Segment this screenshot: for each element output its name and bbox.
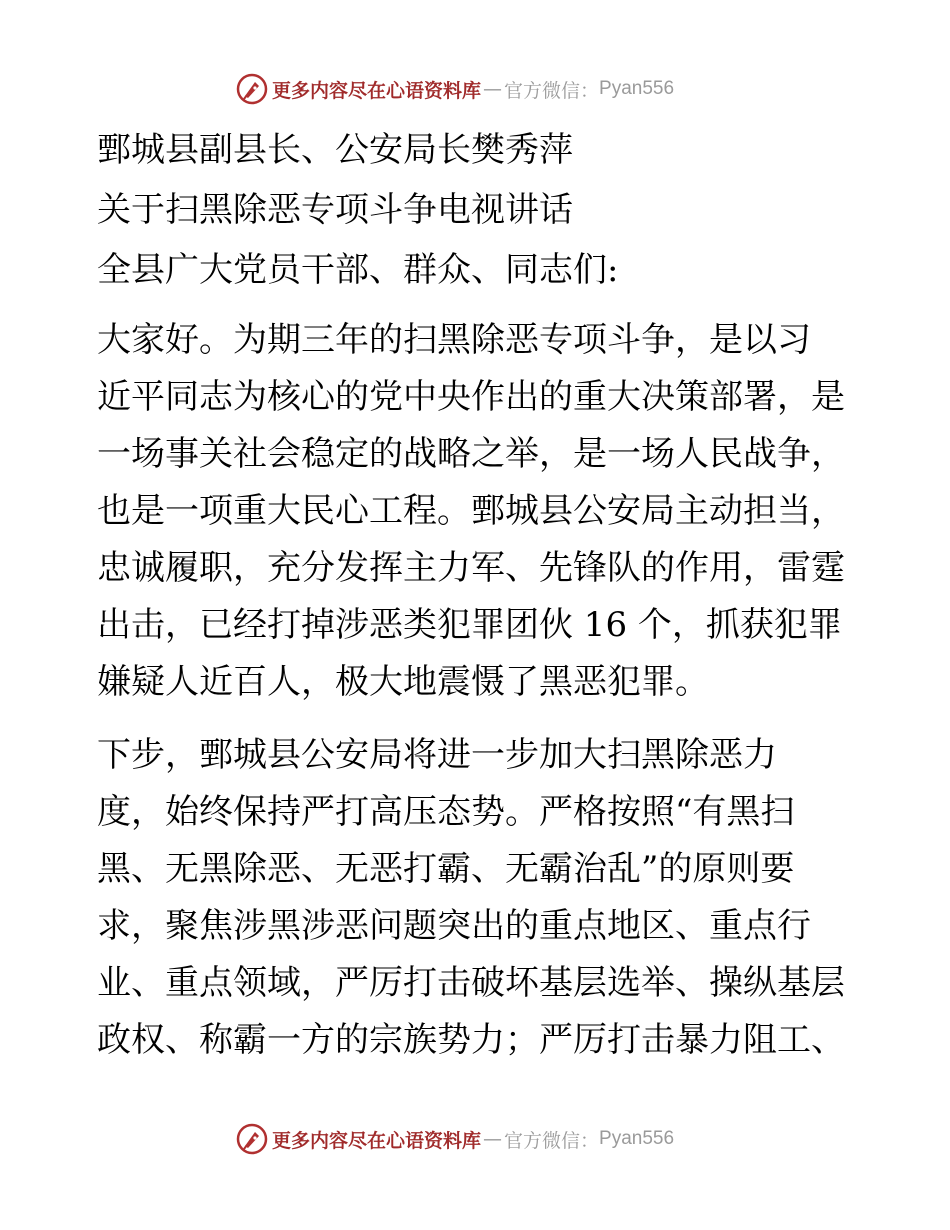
pen-nib-logo-icon (236, 73, 268, 105)
banner-text: 更多内容尽在心语资料库 (272, 1129, 482, 1152)
paragraph-line: 求，聚焦涉黑涉恶问题突出的重点地区、重点行 (97, 906, 811, 946)
pen-nib-logo-icon (236, 1123, 268, 1155)
header-banner (236, 72, 716, 106)
document-body (97, 120, 857, 1069)
salutation-line: 全县广大党员干部、群众、同志们: (97, 250, 619, 290)
banner-text: 更多内容尽在心语资料库 (272, 79, 482, 102)
banner-wechat-label: 官方微信： (504, 1129, 600, 1152)
title-line-1: 鄄城县副县长、公安局长樊秀萍 (97, 130, 573, 170)
paragraph-line: 下步，鄄城县公安局将进一步加大扫黑除恶力 (97, 735, 777, 775)
banner-wechat-id: Pyan556 (599, 1128, 675, 1149)
paragraph-line: 一场事关社会稳定的战略之举，是一场人民战争， (97, 434, 845, 474)
paragraph-line: 度，始终保持严打高压态势。严格按照“有黑扫 (97, 792, 795, 832)
paragraph-line: 也是一项重大民心工程。鄄城县公安局主动担当， (97, 491, 845, 531)
paragraph-2 (97, 727, 857, 1069)
paragraph-1 (97, 312, 857, 711)
banner-wechat-id: Pyan556 (599, 78, 675, 99)
paragraph-line: 业、重点领域，严厉打击破坏基层选举、操纵基层 (97, 963, 845, 1003)
paragraph-line: 大家好。为期三年的扫黑除恶专项斗争，是以习 (97, 320, 811, 360)
footer-banner (236, 1122, 716, 1156)
paragraph-line: 政权、称霸一方的宗族势力；严厉打击暴力阻工、 (97, 1020, 845, 1060)
banner-separator: — (483, 1128, 503, 1150)
paragraph-line: 近平同志为核心的党中央作出的重大决策部署，是 (97, 377, 845, 417)
title-line-2: 关于扫黑除恶专项斗争电视讲话 (97, 190, 573, 230)
paragraph-line: 黑、无黑除恶、无恶打霸、无霸治乱”的原则要 (97, 849, 795, 889)
paragraph-line: 嫌疑人近百人，极大地震慑了黑恶犯罪。 (97, 662, 709, 702)
paragraph-line: 出击，已经打掉涉恶类犯罪团伙 16 个，抓获犯罪 (97, 605, 842, 645)
banner-separator: — (483, 78, 503, 100)
paragraph-line: 忠诚履职，充分发挥主力军、先锋队的作用，雷霆 (97, 548, 845, 588)
banner-wechat-label: 官方微信： (504, 79, 600, 102)
